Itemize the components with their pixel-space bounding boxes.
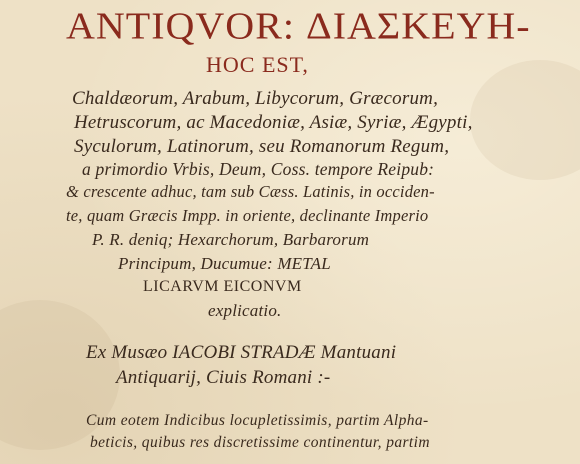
text-line: Syculorum, Latinorum, seu Romanorum Regum, bbox=[74, 136, 450, 157]
text-line: Hetruscorum, ac Macedoniæ, Asiæ, Syriæ, Ægypti, bbox=[74, 112, 473, 133]
text-line: Principum, Ducumue: METAL bbox=[118, 254, 331, 273]
text-line: te, quam Græcis Impp. in oriente, declinante Imperio bbox=[66, 206, 429, 225]
index-note-line: beticis, quibus res discretissime continentur, partim bbox=[90, 434, 430, 451]
text-line: LICARVM EICONVM bbox=[143, 278, 302, 295]
text-line: & crescente adhuc, tam sub Cæss. Latinis, in occiden- bbox=[66, 182, 435, 201]
provenance-line: Ex Musæo IACOBI STRADÆ Mantuani bbox=[86, 342, 397, 363]
text-line: Chaldæorum, Arabum, Libycorum, Græcorum, bbox=[72, 88, 439, 109]
text-line: a primordio Vrbis, Deum, Coss. tempore Reipub: bbox=[82, 159, 435, 179]
text-line: explicatio. bbox=[208, 301, 282, 320]
page-subtitle: HOC EST, bbox=[206, 52, 309, 77]
text-line: P. R. deniq; Hexarchorum, Barbarorum bbox=[92, 230, 370, 249]
provenance-line: Antiquarij, Ciuis Romani :- bbox=[116, 367, 331, 388]
index-note-line: Cum eotem Indicibus locupletissimis, partim Alpha- bbox=[86, 412, 429, 429]
paper-stain bbox=[470, 60, 580, 180]
page-title: ANTIQVOR: ΔΙΑΣΚΕΥΗ- bbox=[66, 4, 531, 47]
